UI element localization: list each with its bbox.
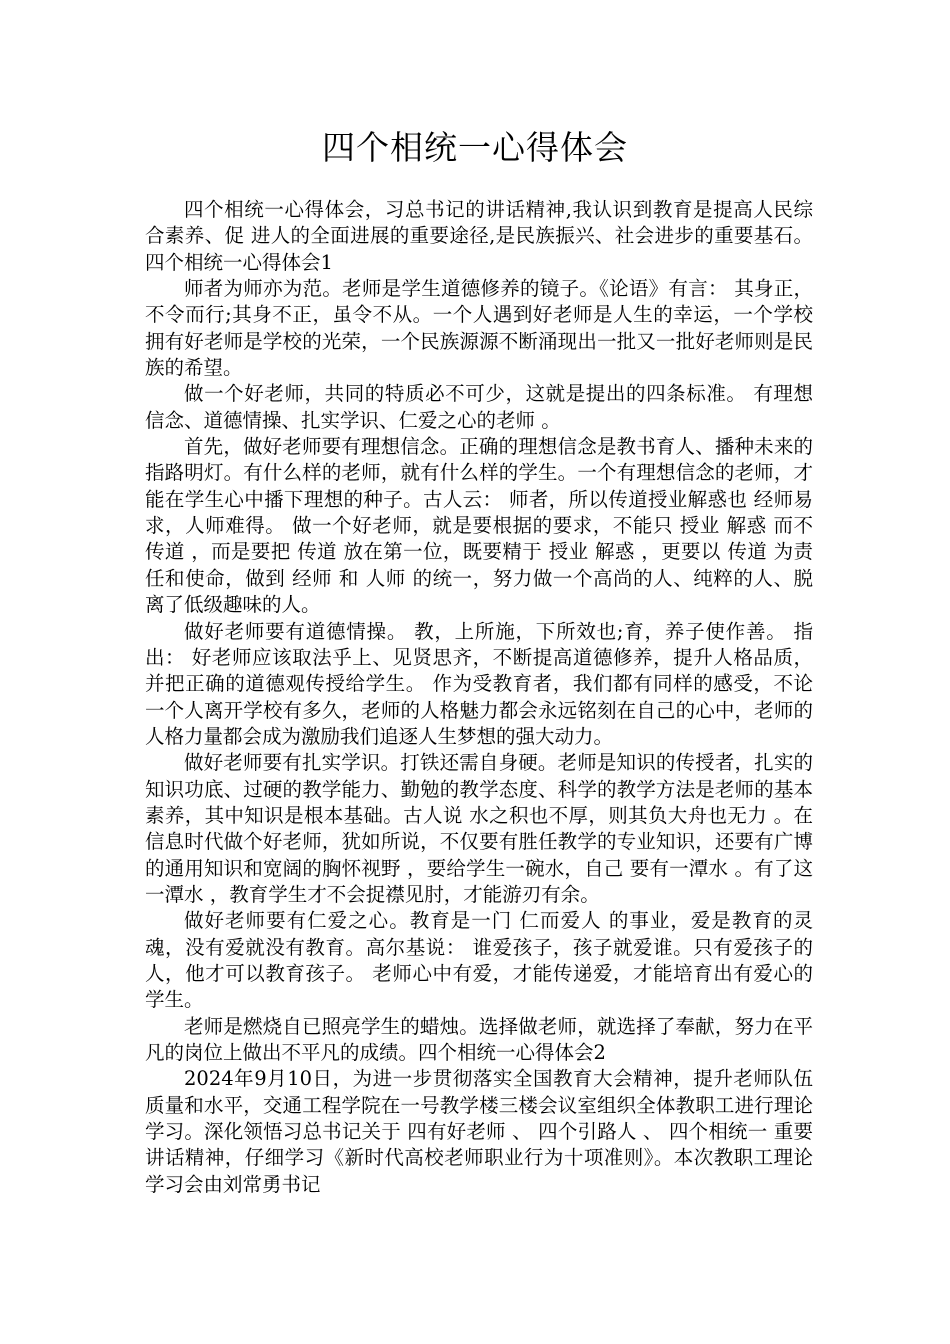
paragraph-solid-knowledge: 做好老师要有扎实学识。打铁还需自身硬。老师是知识的传授者，扎实的知识功底、过硬的教学能力、勤勉的教学态度、科学的教学方法是老师的基本素养，其中知识是根本基础。古人说 水之积也不厚，则其负大舟也无力 。在信息时代做个好老师，犹如所说，不仅要有胜任教学的专业知识，还要有广博的通用知识和宽阔的胸怀视野 ，要给学生一碗水，自己 要有一潭水 。有了这 一潭水 ，教育学生才不会捉襟见肘，才能游刃有余。: [145, 751, 813, 906]
paragraph-four-standards: 做一个好老师，共同的特质必不可少，这就是提出的四条标准。 有理想信念、道德情操、扎实学识、仁爱之心的老师 。: [145, 382, 813, 432]
paragraph-teacher-as-model: 师者为师亦为范。老师是学生道德修养的镜子。《论语》有言： 其身正，不令而行;其身不正，虽令不从。一个人遇到好老师是人生的幸运，一个学校拥有好老师是学校的光荣，一个民族源源不断涌现出一批又一批好老师则是民族的希望。: [145, 277, 813, 380]
document-body: [145, 197, 813, 1198]
paragraph-intro: 四个相统一心得体会，习总书记的讲话精神,我认识到教育是提高人民综合素养、促 进人的全面进展的重要途径,是民族振兴、社会进步的重要基石。四个相统一心得体会1: [145, 198, 813, 274]
paragraph-study-session: 2024年9月10日，为进一步贯彻落实全国教育大会精神，提升老师队伍质量和水平，交通工程学院在一号教学楼三楼会议室组织全体教职工进行理论学习。深化领悟习总书记关于 四有好老师 、 四个引路人 、 四个相统一 重要讲话精神，仔细学习《新时代高校老师职业行为十项准则》。本次教职工理论学习会由刘常勇书记: [145, 1067, 813, 1196]
paragraph-candle: 老师是燃烧自已照亮学生的蜡烛。选择做老师，就选择了奉献，努力在平凡的岗位上做出不平凡的成绩。四个相统一心得体会2: [145, 1014, 813, 1064]
paragraph-moral-character: 做好老师要有道德情操。 教，上所施，下所效也;育，养子使作善。 指出： 好老师应该取法乎上、见贤思齐，不断提高道德修养，提升人格品质，并把正确的道德观传授给学生。 作为受教育者，我们都有同样的感受，不论一个人离开学校有多久，老师的人格魅力都会永远铭刻在自己的心中，老师的人格力量都会成为激励我们追逐人生梦想的强大动力。: [145, 619, 813, 748]
paragraph-ideals-beliefs: 首先，做好老师要有理想信念。正确的理想信念是教书育人、播种未来的指路明灯。有什么样的老师，就有什么样的学生。一个有理想信念的老师，才能在学生心中播下理想的种子。古人云： 师者，所以传道授业解惑也 经师易求，人师难得。 做一个好老师，就是要根据的要求，不能只 授业 解惑 而不 传道 ，而是要把 传道 放在第一位，既要精于 授业 解惑 ，更要以 传道 为责任和使命，做到 经师 和 人师 的统一，努力做一个高尚的人、纯粹的人、脱离了低级趣味的人。: [145, 435, 813, 617]
document-title: 四个相统一心得体会: [322, 128, 628, 167]
paragraph-benevolence: 做好老师要有仁爱之心。教育是一门 仁而爱人 的事业，爱是教育的灵魂，没有爱就没有教育。高尔基说： 谁爱孩子，孩子就爱谁。只有爱孩子的人，他才可以教育孩子。 老师心中有爱，才能传递爱，才能培育出有爱心的学生。: [145, 909, 813, 1012]
